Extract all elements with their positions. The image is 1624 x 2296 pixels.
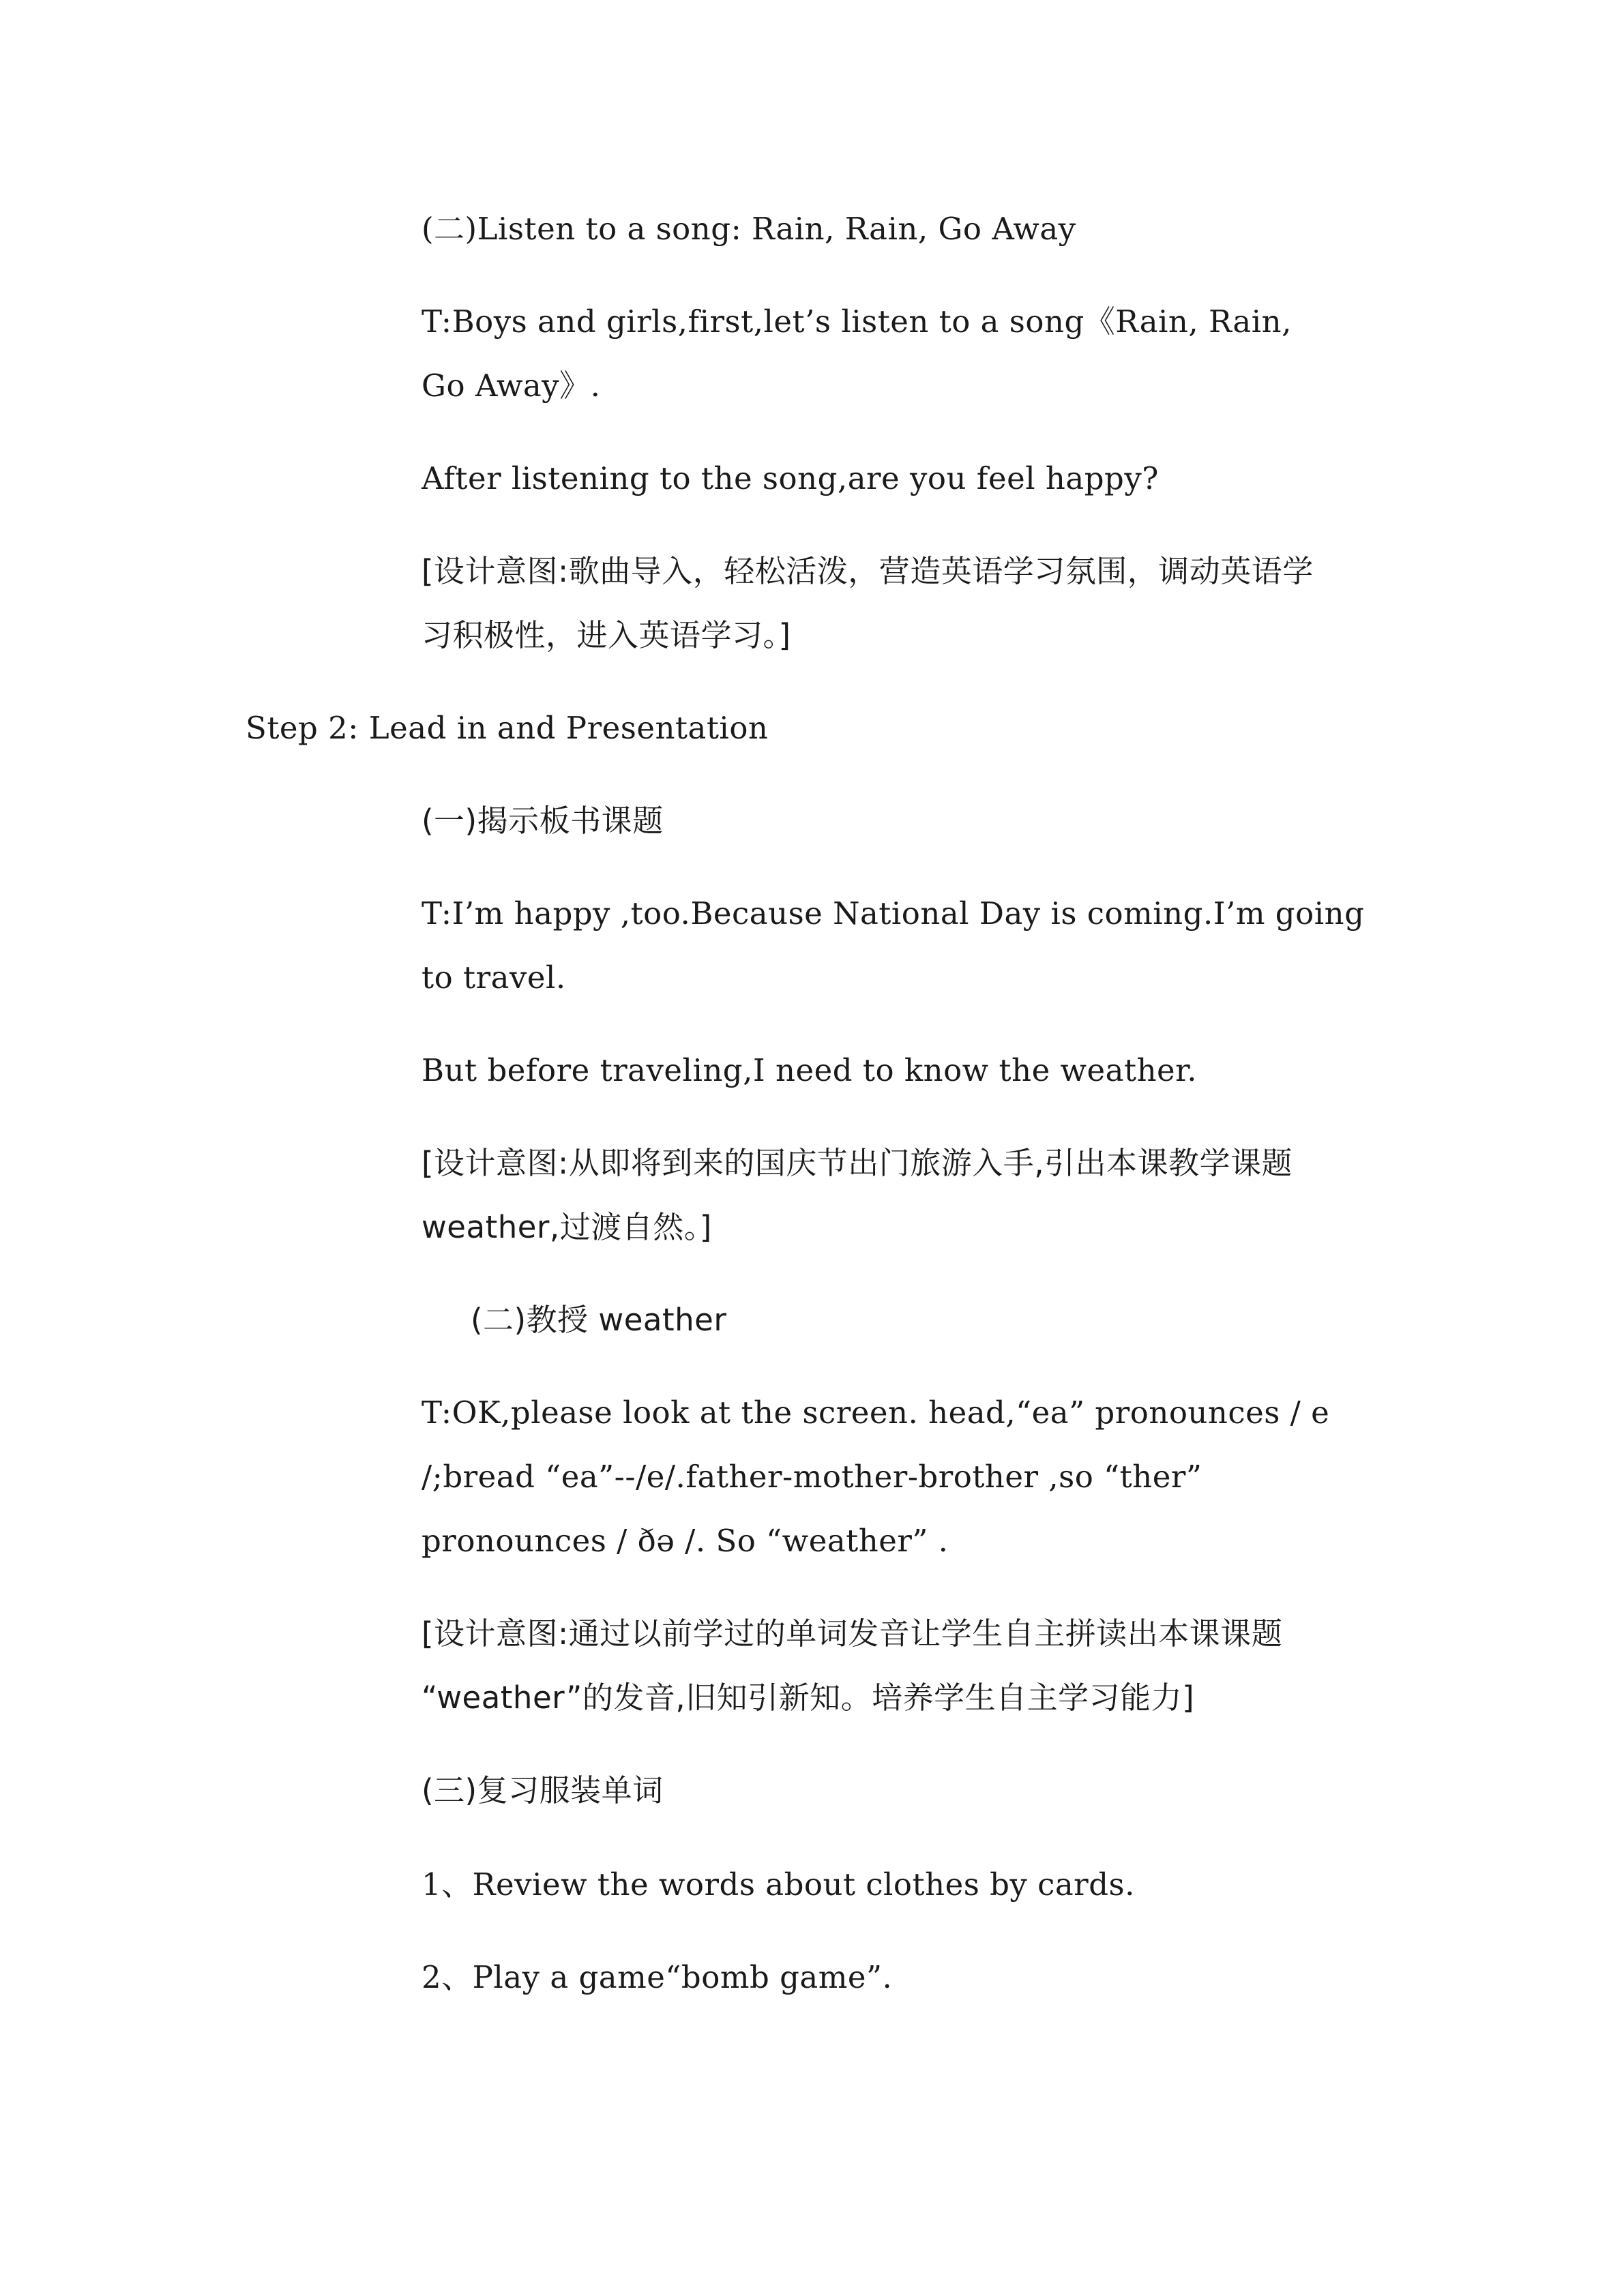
text-line: pronounces / ðə /. So “weather” . <box>422 1523 949 1559</box>
text-line: But before traveling,I need to know the weather. <box>422 1052 1198 1088</box>
design-intent-note: [设计意图:从即将到来的国庆节出门旅游入手,引出本课教学课题 <box>422 1145 1293 1181</box>
design-intent-note: 习积极性，进入英语学习。] <box>422 617 791 653</box>
design-intent-note: [设计意图:歌曲导入，轻松活泼，营造英语学习氛围，调动英语学 <box>422 553 1314 589</box>
design-intent-note: weather,过渡自然。] <box>422 1209 712 1245</box>
text-line: T:OK,please look at the screen. head,“ea” pronounces / e <box>422 1395 1330 1431</box>
section-heading-clothes: (三)复习服装单词 <box>422 1772 664 1808</box>
list-item: 2、Play a game“bomb game”. <box>422 1959 893 1995</box>
text-line: After listening to the song,are you feel happy? <box>422 460 1159 496</box>
design-intent-note: “weather”的发音,旧知引新知。培养学生自主学习能力] <box>422 1680 1195 1716</box>
text-line: /;bread “ea”--/e/.father-mother-brother ,so “ther” <box>422 1459 1202 1495</box>
list-item: 1、Review the words about clothes by cards. <box>422 1866 1135 1903</box>
text-line: T:Boys and girls,first,let’s listen to a song《Rain, Rain, <box>422 303 1292 340</box>
design-intent-note: [设计意图:通过以前学过的单词发音让学生自主拼读出本课课题 <box>422 1615 1283 1652</box>
section-heading-weather: (二)教授 weather <box>471 1302 727 1338</box>
step-heading: Step 2: Lead in and Presentation <box>246 710 769 746</box>
text-line: T:I’m happy ,too.Because National Day is coming.I’m going <box>422 895 1365 931</box>
text-line: to travel. <box>422 959 566 996</box>
section-heading-song: (二)Listen to a song: Rain, Rain, Go Away <box>422 211 1076 247</box>
text-line: Go Away》. <box>422 368 601 404</box>
section-heading-topic: (一)揭示板书课题 <box>422 803 664 839</box>
